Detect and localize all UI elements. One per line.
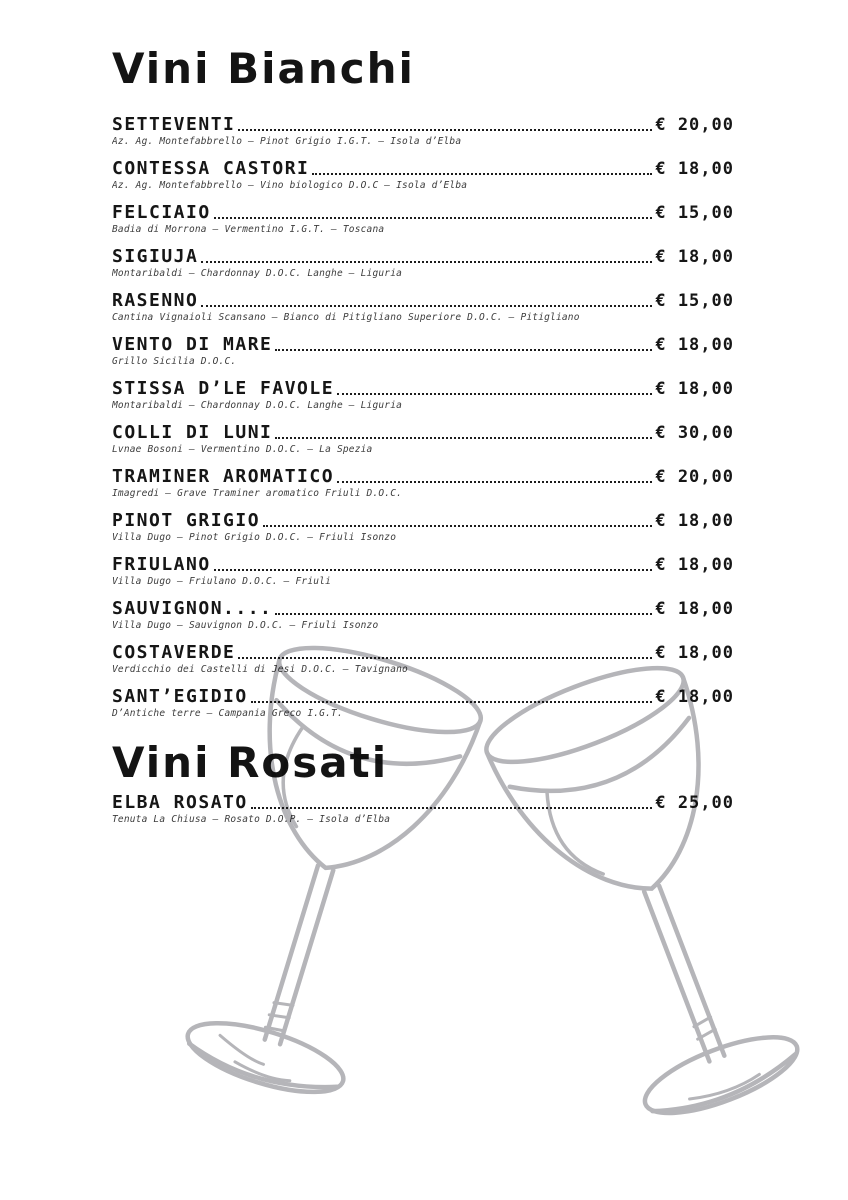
wine-price: € 15,00: [655, 291, 734, 311]
wine-name: SETTEVENTI: [112, 114, 236, 135]
wine-name: FELCIAIO: [112, 202, 211, 223]
wine-description: Montaribaldi – Chardonnay D.O.C. Langhe – Liguria: [112, 400, 403, 411]
wine-name: SIGIUJA: [112, 246, 199, 267]
wine-description: Villa Dugo – Friulano D.O.C. – Friuli: [112, 576, 332, 587]
wine-description: Badia di Morrona – Vermentino I.G.T. – Toscana: [112, 224, 385, 235]
wine-name: PINOT GRIGIO: [112, 510, 261, 531]
wine-name: RASENNO: [112, 290, 199, 311]
wine-description: Villa Dugo – Pinot Grigio D.O.C. – Friuli Isonzo: [112, 532, 397, 543]
wine-name: STISSA D’LE FAVOLE: [112, 378, 335, 399]
wine-name: CONTESSA CASTORI: [112, 158, 310, 179]
menu-item: [112, 556, 734, 588]
wine-name: TRAMINER AROMATICO: [112, 466, 335, 487]
wine-name: COSTAVERDE: [112, 642, 236, 663]
menu-item: [112, 336, 734, 368]
wine-price: € 25,00: [655, 793, 734, 813]
wine-price: € 20,00: [655, 467, 734, 487]
menu-item: [112, 380, 734, 412]
dotted-leader: [238, 657, 652, 659]
dotted-leader: [201, 261, 652, 263]
menu-item: [112, 600, 734, 632]
dotted-leader: [275, 437, 652, 439]
wine-description: D’Antiche terre – Campania Greco I.G.T.: [112, 708, 343, 719]
menu-item: [112, 424, 734, 456]
wine-price: € 15,00: [655, 203, 734, 223]
wine-price: € 20,00: [655, 115, 734, 135]
wine-description: Lvnae Bosoni – Vermentino D.O.C. – La Spezia: [112, 444, 373, 455]
wine-price: € 18,00: [655, 247, 734, 267]
dotted-leader: [251, 701, 653, 703]
wine-price: € 18,00: [655, 511, 734, 531]
wine-name: SANT’EGIDIO: [112, 686, 248, 707]
dotted-leader: [312, 173, 652, 175]
menu-page: [112, 46, 734, 838]
section-title-vini-rosati: Vini Rosati: [112, 738, 389, 787]
wine-description: Verdicchio dei Castelli di Jesi D.O.C. – Tavignano: [112, 664, 408, 675]
wine-price: € 18,00: [655, 599, 734, 619]
wine-name: SAUVIGNON....: [112, 598, 273, 619]
wine-price: € 18,00: [655, 379, 734, 399]
menu-item: [112, 248, 734, 280]
dotted-leader: [263, 525, 652, 527]
wine-description: Cantina Vignaioli Scansano – Bianco di Pitigliano Superiore D.O.C. – Pitigliano: [112, 312, 580, 323]
wine-description: Grillo Sicilia D.O.C.: [112, 356, 237, 367]
wine-name: COLLI DI LUNI: [112, 422, 273, 443]
wine-price: € 18,00: [655, 555, 734, 575]
dotted-leader: [238, 129, 652, 131]
menu-item: [112, 204, 734, 236]
wine-price: € 30,00: [655, 423, 734, 443]
dotted-leader: [275, 613, 652, 615]
wine-description: Villa Dugo – Sauvignon D.O.C. – Friuli Isonzo: [112, 620, 379, 631]
menu-item: [112, 794, 734, 826]
wine-price: € 18,00: [655, 335, 734, 355]
menu-item: [112, 468, 734, 500]
dotted-leader: [214, 569, 653, 571]
wine-description: Montaribaldi – Chardonnay D.O.C. Langhe – Liguria: [112, 268, 403, 279]
menu-item: [112, 512, 734, 544]
dotted-leader: [251, 807, 653, 809]
wine-price: € 18,00: [655, 687, 734, 707]
dotted-leader: [201, 305, 652, 307]
menu-item: [112, 116, 734, 148]
wine-name: FRIULANO: [112, 554, 211, 575]
dotted-leader: [275, 349, 652, 351]
dotted-leader: [337, 481, 652, 483]
wine-description: Imagredi – Grave Traminer aromatico Friuli D.O.C.: [112, 488, 403, 499]
menu-item: [112, 644, 734, 676]
menu-item: [112, 292, 734, 324]
wine-description: Az. Ag. Montefabbrello – Vino biologico D.O.C – Isola d’Elba: [112, 180, 468, 191]
wine-name: VENTO DI MARE: [112, 334, 273, 355]
dotted-leader: [214, 217, 653, 219]
wine-description: Tenuta La Chiusa – Rosato D.O.P. – Isola d’Elba: [112, 814, 391, 825]
section-title-vini-bianchi: Vini Bianchi: [112, 44, 415, 93]
wine-price: € 18,00: [655, 159, 734, 179]
wine-name: ELBA ROSATO: [112, 792, 248, 813]
dotted-leader: [337, 393, 652, 395]
wine-price: € 18,00: [655, 643, 734, 663]
menu-item: [112, 160, 734, 192]
wine-description: Az. Ag. Montefabbrello – Pinot Grigio I.G.T. – Isola d’Elba: [112, 136, 462, 147]
menu-item: [112, 688, 734, 720]
